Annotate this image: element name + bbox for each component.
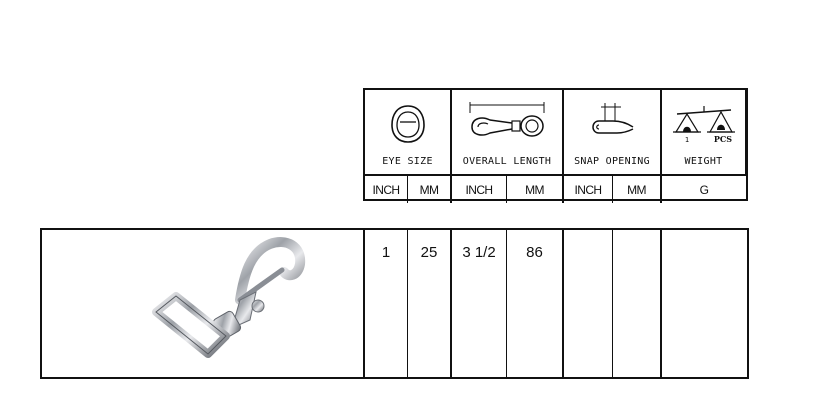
weight-g-value bbox=[662, 230, 747, 377]
eye-size-icon bbox=[365, 98, 450, 150]
snap-opening-label: SNAP OPENING bbox=[574, 156, 650, 167]
eye-inch-value: 1 bbox=[365, 230, 408, 377]
unit-eye-mm: MM bbox=[408, 176, 452, 203]
product-row bbox=[40, 228, 749, 379]
snap-mm-value bbox=[613, 230, 662, 377]
eye-size-header bbox=[365, 90, 452, 175]
unit-length-inch: INCH bbox=[452, 176, 507, 203]
unit-length-mm: MM bbox=[507, 176, 564, 203]
weight-label: WEIGHT bbox=[684, 156, 723, 167]
product-image-cell bbox=[42, 230, 365, 377]
overall-length-label: OVERALL LENGTH bbox=[462, 156, 552, 167]
unit-snap-mm: MM bbox=[613, 176, 662, 203]
spec-header-table bbox=[363, 88, 748, 201]
length-inch-value: 3 1/2 bbox=[452, 230, 507, 377]
eye-size-label: EYE SIZE bbox=[382, 156, 433, 167]
unit-snap-inch: INCH bbox=[564, 176, 613, 203]
units-row bbox=[365, 174, 746, 203]
weight-header bbox=[662, 90, 746, 175]
weight-icon-count: 1 bbox=[684, 136, 689, 144]
length-mm-value: 86 bbox=[507, 230, 564, 377]
weight-icon-pcs: PCS bbox=[713, 134, 732, 144]
snap-inch-value bbox=[564, 230, 613, 377]
swivel-snap-hook-photo bbox=[132, 230, 332, 377]
unit-weight-g: G bbox=[699, 182, 709, 197]
eye-mm-value: 25 bbox=[408, 230, 452, 377]
snap-opening-header bbox=[564, 90, 662, 175]
overall-length-icon bbox=[452, 98, 562, 150]
scale-weight-icon bbox=[662, 98, 745, 150]
overall-length-header bbox=[452, 90, 564, 175]
snap-opening-icon bbox=[564, 98, 660, 150]
unit-eye-inch: INCH bbox=[365, 176, 408, 203]
